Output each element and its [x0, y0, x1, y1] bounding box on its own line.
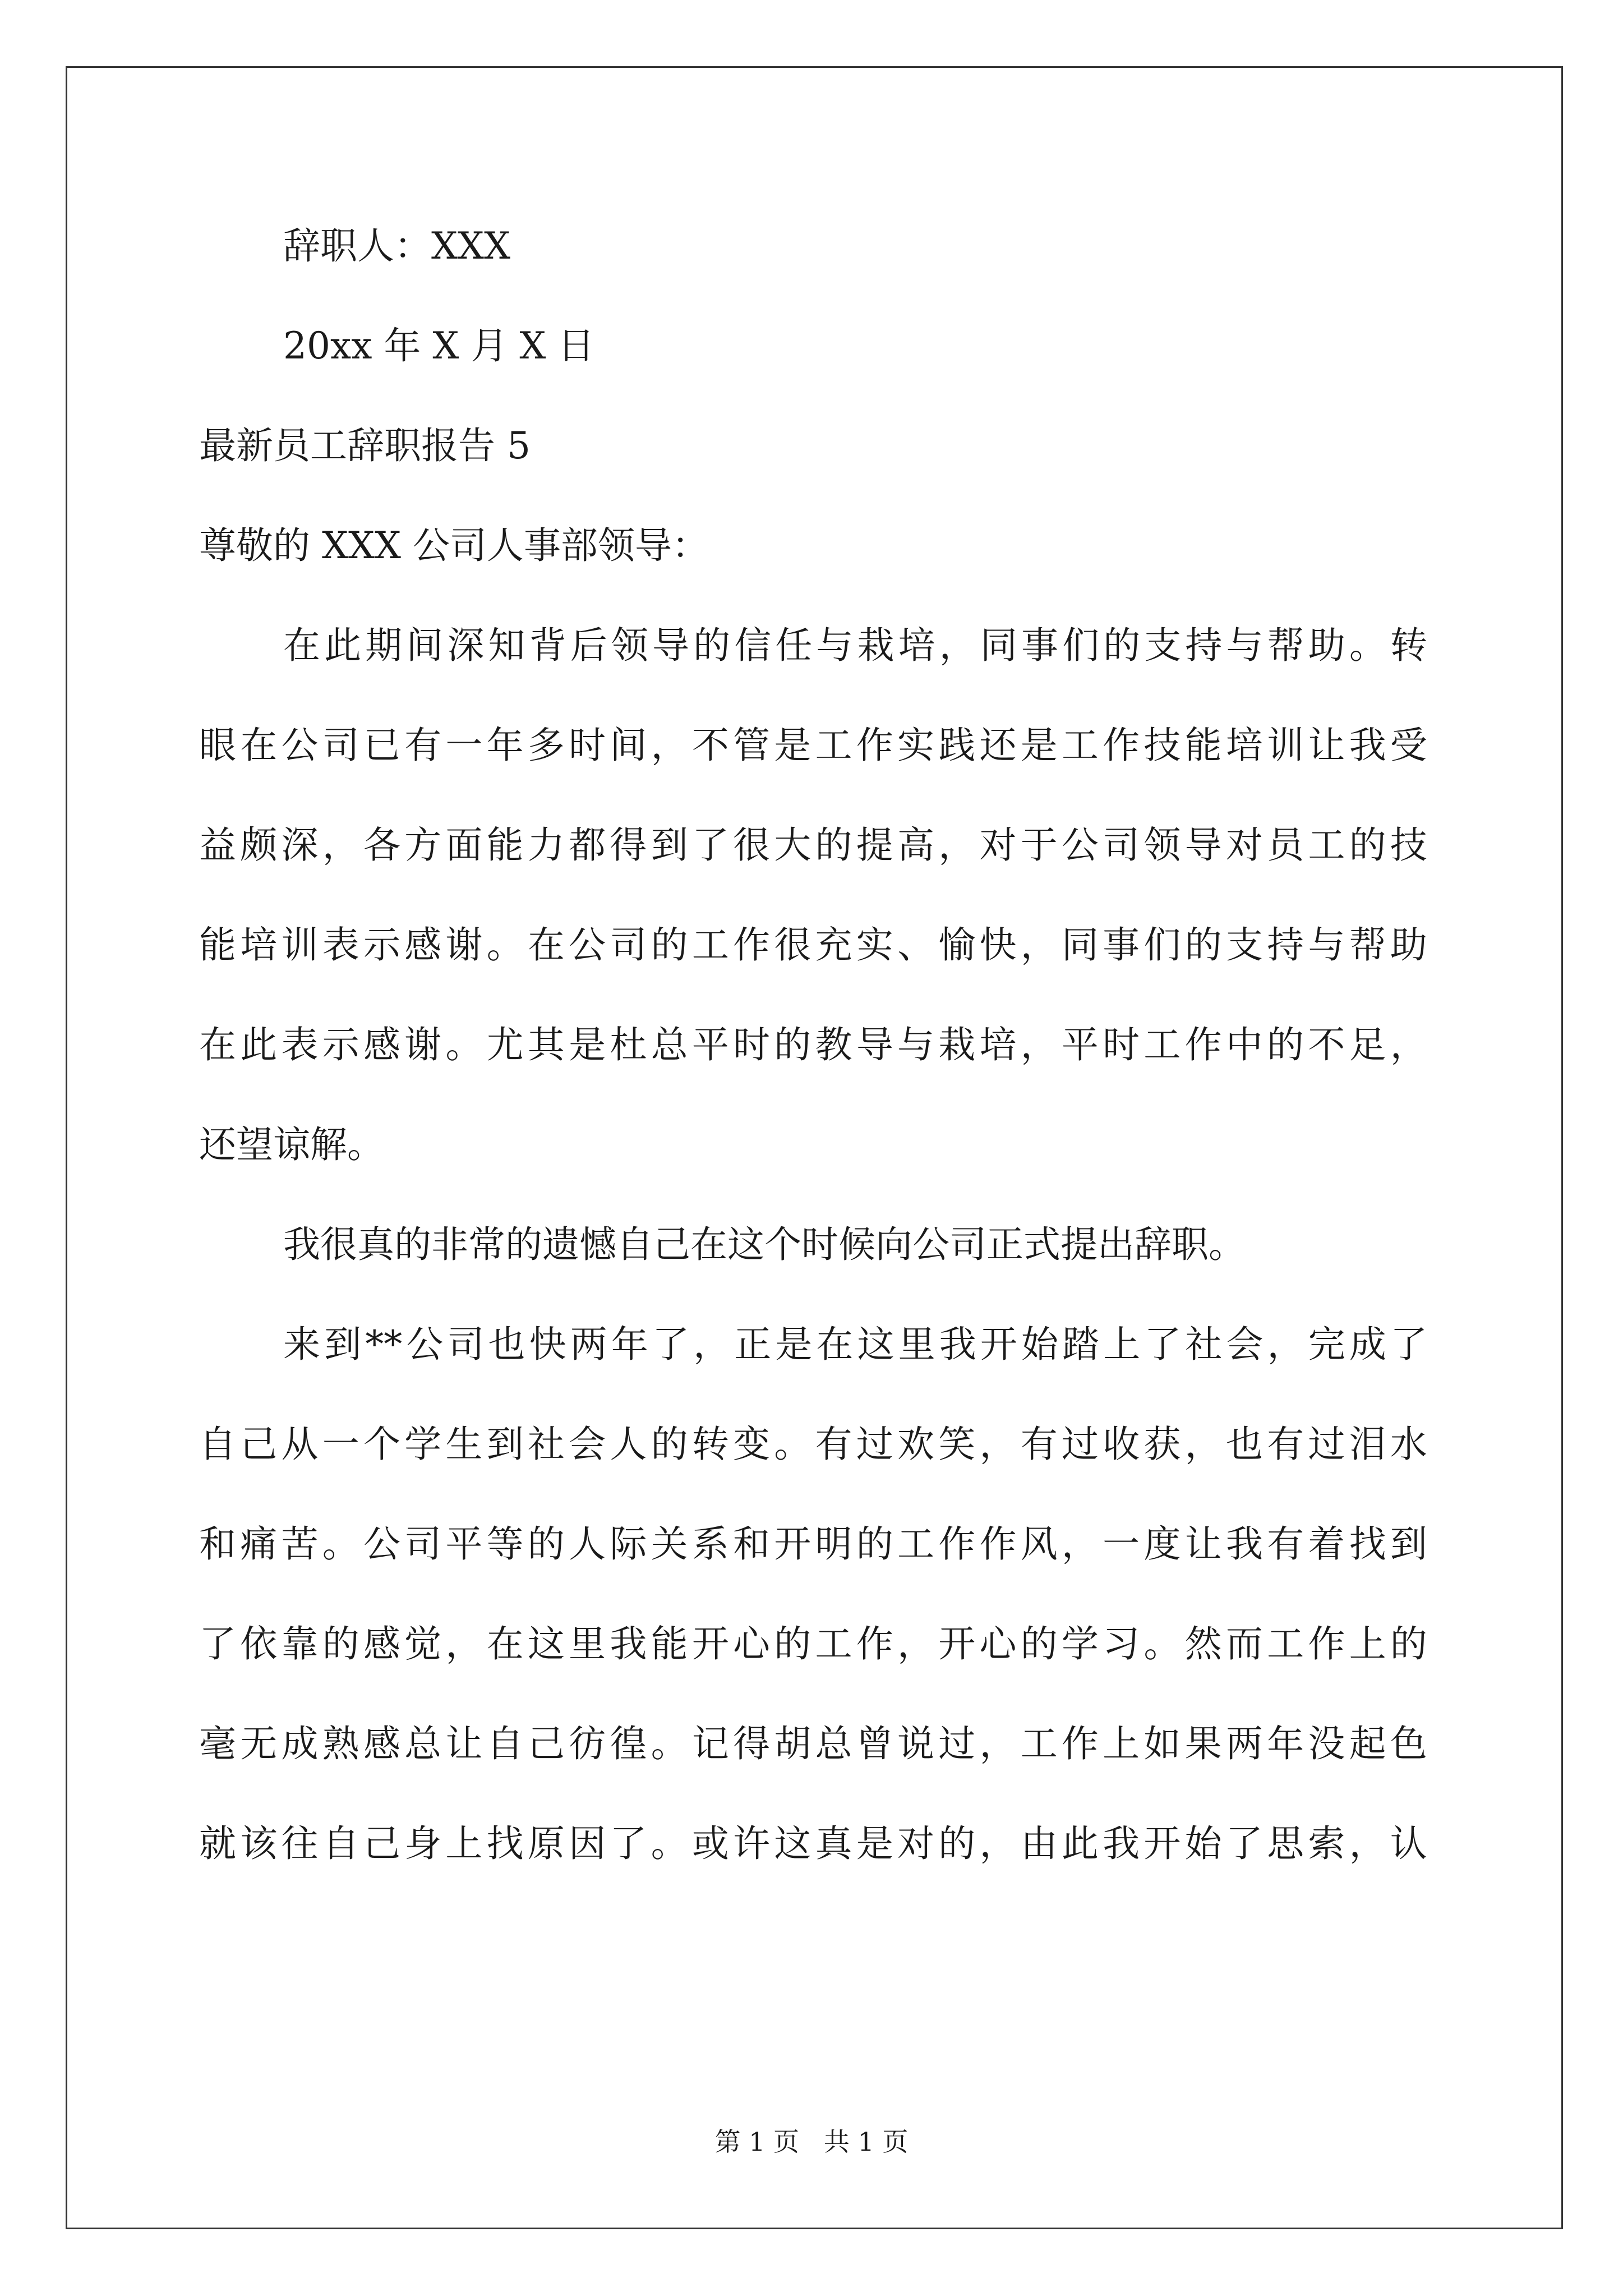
- paragraph-3: [199, 1295, 1427, 1894]
- date-line: 20xx 年 X 月 X 日: [283, 324, 595, 367]
- paragraph-line: 就 该 往 自 己 身 上 找 原 因 了 。 或 许 这 真 是 对 的 ， 由 此 我 开 始 了 思 索 ， 认: [199, 1822, 1427, 1865]
- salutation: 尊敬的 XXX 公司人事部领导：: [199, 524, 709, 567]
- document-heading: 最新员工辞职报告 5: [199, 424, 531, 467]
- paragraph-line: 还望谅解。: [199, 1123, 384, 1166]
- paragraph-line: 我很真的非常的遗憾自己在这个时候向公司正式提出辞职。: [283, 1223, 1246, 1266]
- page-footer: 第 1 页 共 1 页: [714, 2127, 909, 2157]
- signature-line: 辞职人：XXX: [283, 224, 510, 268]
- paragraph-line: 能 培 训 表 示 感 谢 。 在 公 司 的 工 作 很 充 实 、 愉 快 ， 同 事 们 的 支 持 与 帮 助: [199, 923, 1427, 967]
- paragraph-line: 自 己 从 一 个 学 生 到 社 会 人 的 转 变 。 有 过 欢 笑 ， 有 过 收 获 ， 也 有 过 泪 水: [199, 1423, 1427, 1466]
- paragraph-line: 了 依 靠 的 感 觉 ， 在 这 里 我 能 开 心 的 工 作 ， 开 心 的 学 习 。 然 而 工 作 上 的: [199, 1622, 1427, 1665]
- document-body: [199, 196, 1427, 1894]
- paragraph-line: 和 痛 苦 。 公 司 平 等 的 人 际 关 系 和 开 明 的 工 作 作 风 ， 一 度 让 我 有 着 找 到: [199, 1522, 1427, 1566]
- paragraph-line: 益 颇 深 ， 各 方 面 能 力 都 得 到 了 很 大 的 提 高 ， 对 于 公 司 领 导 对 员 工 的 技: [199, 823, 1427, 867]
- paragraph-line: 在 此 期 间 深 知 背 后 领 导 的 信 任 与 栽 培 ， 同 事 们 的 支 持 与 帮 助 。 转: [283, 624, 1427, 667]
- paragraph-line: 来 到 ** 公 司 也 快 两 年 了 ， 正 是 在 这 里 我 开 始 踏 上 了 社 会 ， 完 成 了: [283, 1323, 1427, 1366]
- paragraph-line: 在 此 表 示 感 谢 。 尤 其 是 杜 总 平 时 的 教 导 与 栽 培 ， 平 时 工 作 中 的 不 足 ，: [199, 1023, 1427, 1066]
- paragraph-line: 眼 在 公 司 已 有 一 年 多 时 间 ， 不 管 是 工 作 实 践 还 是 工 作 技 能 培 训 让 我 受: [199, 724, 1427, 767]
- paragraph-line: 毫 无 成 熟 感 总 让 自 己 彷 徨 。 记 得 胡 总 曾 说 过 ， 工 作 上 如 果 两 年 没 起 色: [199, 1722, 1427, 1765]
- paragraph-1: [199, 596, 1427, 1195]
- paragraph-2: [199, 1195, 1427, 1295]
